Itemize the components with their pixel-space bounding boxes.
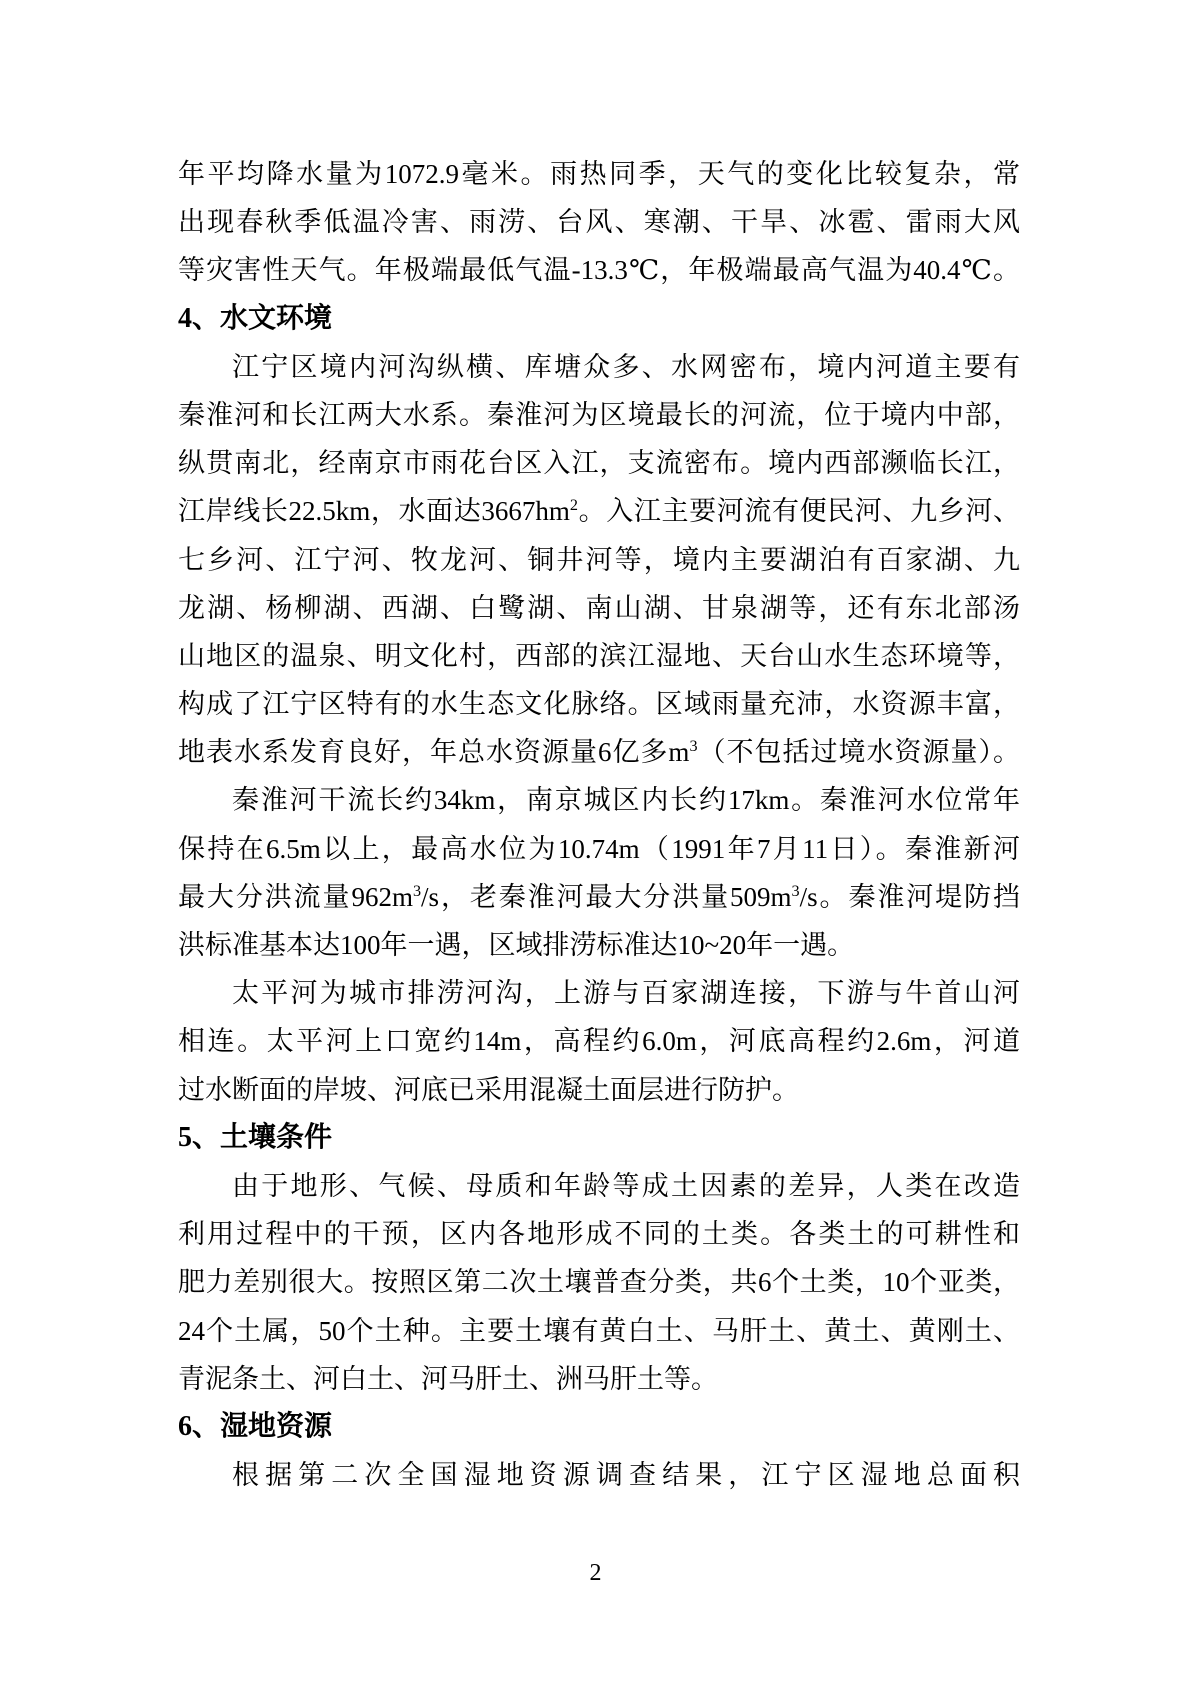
text-line: 秦淮河干流长约34km，南京城区内长约17km。秦淮河水位常年 [232,785,1020,816]
text-line: 秦淮河和长江两大水系。秦淮河为区境最长的河流，位于境内中部， [178,399,1020,430]
superscript: 3 [689,737,698,756]
section-heading: 4、水文环境 [178,302,333,334]
text-line: 太平河为城市排涝河沟，上游与百家湖连接，下游与牛首山河 [232,978,1020,1009]
text-line: 等灾害性天气。年极端最低气温-13.3℃，年极端最高气温为40.4℃。 [178,255,1020,286]
text-line: 由于地形、气候、母质和年龄等成土因素的差异，人类在改造 [232,1170,1020,1201]
page-footer [0,1558,1191,1588]
superscript: 3 [412,881,422,900]
text-line: 过水断面的岸坡、河底已采用混凝土面层进行防护。 [178,1074,799,1105]
text-line: 利用过程中的干预，区内各地形成不同的土类。各类土的可耕性和 [178,1219,1020,1250]
superscript: 2 [569,496,578,515]
text-line: 构成了江宁区特有的水生态文化脉络。区域雨量充沛，水资源丰富， [178,689,1020,720]
text-line: 肥力差别很大。按照区第二次土壤普查分类，共6个土类，10个亚类， [178,1267,1020,1298]
text-line: 七乡河、江宁河、牧龙河、铜井河等，境内主要湖泊有百家湖、九 [178,544,1020,575]
section-heading: 5、土壤条件 [178,1121,333,1153]
text-line: 青泥条土、河白土、河马肝土、洲马肝土等。 [178,1363,718,1394]
text-line: 保持在6.5m以上，最高水位为10.74m（1991年7月11日）。秦淮新河 [178,833,1020,864]
document-body [178,150,1020,1499]
text-line: 相连。太平河上口宽约14m，高程约6.0m，河底高程约2.6m，河道 [178,1026,1020,1057]
text-line: 地表水系发育良好，年总水资源量6亿多$m^3$（不包括过境水资源量）。 [178,737,1020,768]
text-line: 出现春秋季低温冷害、雨涝、台风、寒潮、干旱、冰雹、雷雨大风 [178,207,1020,238]
text-line: 山地区的温泉、明文化村，西部的滨江湿地、天台山水生态环境等， [178,640,1020,671]
text-line: 洪标准基本达100年一遇，区域排涝标准达10~20年一遇。 [178,930,855,960]
superscript: 3 [791,881,800,900]
text-line: 纵贯南北，经南京市雨花台区入江，支流密布。境内西部濒临长江， [178,448,1020,479]
section-heading: 6、湿地资源 [178,1410,333,1442]
text-line: 24个土属，50个土种。主要土壤有黄白土、马肝土、黄土、黄刚土、 [178,1315,1020,1346]
page-number: 2 [589,1560,602,1586]
text-line: 年平均降水量为1072.9毫米。雨热同季，天气的变化比较复杂，常 [178,159,1020,189]
text-line: 江宁区境内河沟纵横、库塘众多、水网密布，境内河道主要有 [232,351,1020,382]
text-line: 最大分洪流量$962m^3/s$，老秦淮河最大分洪量$509m^3/s$。秦淮河堤防挡 [178,881,1020,912]
text-line: 江岸线长22.5km，水面达$3667hm^2$。入江主要河流有便民河、九乡河、 [178,496,1020,527]
text-line: 根据第二次全国湿地资源调查结果，江宁区湿地总面积 [232,1460,1020,1491]
text-line: 龙湖、杨柳湖、西湖、白鹭湖、南山湖、甘泉湖等，还有东北部汤 [178,592,1020,623]
